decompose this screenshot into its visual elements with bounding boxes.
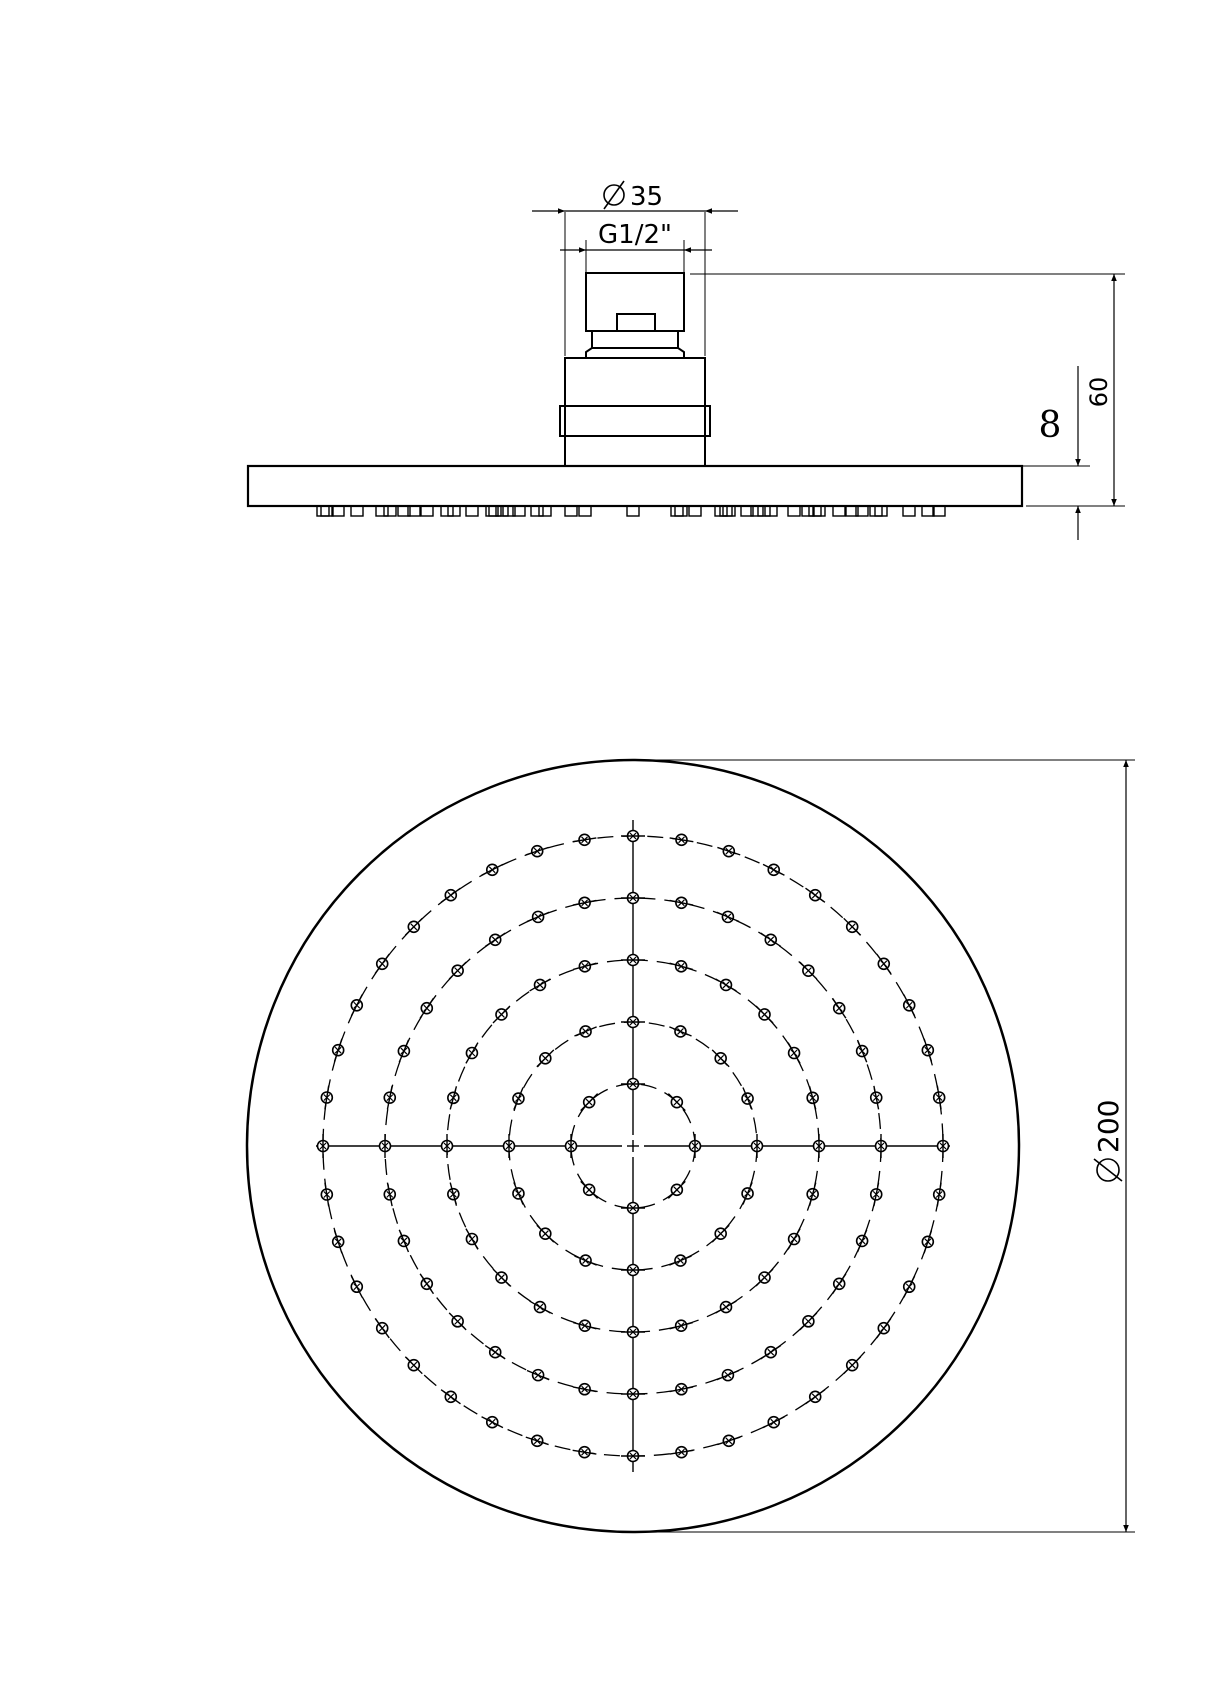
side-nozzle xyxy=(441,506,453,516)
side-nozzle xyxy=(671,506,683,516)
nozzle-mark xyxy=(717,846,740,857)
nozzle-mark xyxy=(485,1346,505,1359)
nozzle-mark xyxy=(466,1229,478,1250)
connector-neck xyxy=(586,331,684,358)
nozzle-mark xyxy=(398,1230,409,1252)
side-nozzle xyxy=(466,506,478,516)
nozzle-mark xyxy=(441,1390,460,1404)
nozzle-mark xyxy=(573,1320,596,1331)
side-nozzle xyxy=(813,506,825,516)
nozzle-mark xyxy=(806,888,825,902)
nozzle-mark xyxy=(526,1435,549,1446)
nozzle-mark xyxy=(449,1313,466,1330)
nozzle-mark xyxy=(405,1357,422,1374)
connector-collar xyxy=(560,406,710,436)
nozzle-mark xyxy=(441,888,460,902)
nozzle-mark xyxy=(384,1183,395,1207)
nozzle-mark xyxy=(375,1319,389,1338)
nozzle-mark xyxy=(333,1230,344,1253)
side-nozzle xyxy=(448,506,460,516)
nozzle-mark xyxy=(800,962,817,979)
nozzle-mark xyxy=(742,1087,753,1109)
side-nozzle xyxy=(689,506,701,516)
nozzle-mark xyxy=(513,1087,524,1109)
side-nozzle xyxy=(788,506,800,516)
nozzle-mark xyxy=(405,918,422,935)
side-nozzle xyxy=(675,506,687,516)
nozzle-mark xyxy=(934,1086,945,1110)
nozzle-mark xyxy=(800,1313,817,1330)
nozzle-mark xyxy=(668,1094,685,1111)
nozzle-mark xyxy=(351,995,362,1016)
nozzle-mark xyxy=(807,1086,818,1109)
nozzle-mark xyxy=(573,961,596,972)
nozzle-mark xyxy=(573,834,597,845)
nozzle-mark xyxy=(712,1225,729,1242)
nozzle-mark xyxy=(871,1086,882,1110)
nozzle-mark xyxy=(573,897,597,908)
nozzle-mark xyxy=(333,1039,344,1062)
nozzle-mark xyxy=(448,1183,459,1206)
nozzle-mark xyxy=(537,1225,554,1242)
side-nozzle xyxy=(579,506,591,516)
nozzle-mark xyxy=(621,893,645,904)
nozzle-mark xyxy=(716,1301,737,1313)
nozzle-mark xyxy=(493,1006,510,1023)
nozzle-mark xyxy=(717,911,739,922)
nozzle-mark xyxy=(752,1134,763,1158)
dim-diameter-200 xyxy=(1092,1100,1125,1181)
nozzle-mark xyxy=(621,1265,645,1276)
nozzle-mark xyxy=(573,1447,597,1458)
dim-35-label: 35 xyxy=(630,182,664,212)
nozzle-mark xyxy=(844,1357,861,1374)
nozzle-mark xyxy=(526,846,549,857)
side-nozzle xyxy=(933,506,945,516)
nozzle-mark xyxy=(670,1384,694,1395)
nozzle-mark xyxy=(375,954,389,973)
nozzle-mark xyxy=(530,979,551,991)
nozzle-mark xyxy=(788,1043,800,1064)
nozzle-mark xyxy=(581,1181,598,1198)
nozzle-mark xyxy=(621,1451,645,1462)
nozzle-mark xyxy=(574,1255,596,1266)
side-nozzle xyxy=(565,506,577,516)
connector-nut xyxy=(586,273,684,331)
side-nozzle xyxy=(833,506,845,516)
nozzle-mark xyxy=(806,1390,825,1404)
nozzle-mark xyxy=(670,897,694,908)
nozzle-mark xyxy=(844,918,861,935)
nozzle-mark xyxy=(763,1417,784,1428)
dim-60-label: 60 xyxy=(1085,376,1113,408)
nozzle-mark xyxy=(934,1183,945,1207)
plate-nozzles xyxy=(317,506,945,516)
nozzle-mark xyxy=(871,1183,882,1207)
nozzle-mark xyxy=(420,1274,433,1294)
side-nozzle xyxy=(489,506,501,516)
nozzle-mark xyxy=(669,1026,691,1037)
nozzle-mark xyxy=(482,1417,503,1428)
nozzle-mark xyxy=(527,1370,549,1381)
nozzle-mark xyxy=(449,962,466,979)
nozzle-mark xyxy=(833,1274,846,1294)
nozzle-mark xyxy=(621,1327,645,1338)
nozzle-mark xyxy=(493,1269,510,1286)
side-nozzle xyxy=(903,506,915,516)
nozzle-mark xyxy=(922,1039,933,1062)
nozzle-mark xyxy=(716,979,737,991)
dim-8-label: 8 xyxy=(1038,405,1062,446)
side-view xyxy=(248,181,1125,540)
side-nozzle xyxy=(870,506,882,516)
side-nozzle xyxy=(802,506,814,516)
nozzle-mark xyxy=(690,1134,701,1158)
nozzle-mark xyxy=(742,1182,753,1204)
nozzle-mark xyxy=(566,1134,577,1158)
nozzle-mark xyxy=(621,1017,645,1028)
dim-diameter-35 xyxy=(604,181,663,212)
side-nozzle xyxy=(384,506,396,516)
nozzle-mark xyxy=(530,1301,551,1313)
side-nozzle xyxy=(351,506,363,516)
side-nozzle xyxy=(809,506,821,516)
nozzle-mark xyxy=(668,1181,685,1198)
nozzle-mark xyxy=(581,1094,598,1111)
side-nozzle xyxy=(421,506,433,516)
nozzle-mark xyxy=(756,1269,773,1286)
nozzle-mark xyxy=(448,1086,459,1109)
nozzle-mark xyxy=(857,1230,868,1252)
side-nozzle xyxy=(627,506,639,516)
side-nozzle xyxy=(723,506,735,516)
nozzle-mark xyxy=(318,1134,329,1158)
side-nozzle xyxy=(875,506,887,516)
nozzle-mark xyxy=(904,995,915,1016)
side-nozzle xyxy=(758,506,770,516)
nozzle-mark xyxy=(537,1050,554,1067)
nozzle-mark xyxy=(904,1276,915,1297)
nozzle-mark xyxy=(380,1134,391,1158)
nozzle-mark xyxy=(876,1134,887,1158)
side-nozzle xyxy=(317,506,329,516)
nozzle-mark xyxy=(712,1050,729,1067)
side-nozzle xyxy=(332,506,344,516)
side-nozzle xyxy=(321,506,333,516)
nozzle-mark xyxy=(621,1079,645,1090)
nozzle-mark xyxy=(513,1182,524,1204)
shower-plate xyxy=(248,466,1022,506)
nozzle-mark xyxy=(442,1134,453,1158)
nozzle-mark xyxy=(938,1134,949,1158)
dim-200-label: 200 xyxy=(1092,1099,1125,1153)
nozzle-mark xyxy=(761,1346,781,1359)
nozzle-mark xyxy=(807,1183,818,1206)
nozzle-mark xyxy=(621,1389,645,1400)
side-nozzle xyxy=(715,506,727,516)
nozzle-mark xyxy=(833,998,846,1018)
side-nozzle xyxy=(539,506,551,516)
nozzle-mark xyxy=(351,1276,362,1297)
side-nozzle xyxy=(531,506,543,516)
nozzle-mark xyxy=(485,933,505,946)
side-nozzle xyxy=(922,506,934,516)
nozzle-mark xyxy=(922,1230,933,1253)
nozzle-mark xyxy=(877,954,891,973)
nozzle-mark xyxy=(717,1370,739,1381)
nozzle-mark xyxy=(384,1086,395,1110)
nozzle-mark xyxy=(763,864,784,875)
nozzle-mark xyxy=(321,1183,332,1207)
side-nozzle xyxy=(765,506,777,516)
nozzle-mark xyxy=(814,1134,825,1158)
nozzle-mark xyxy=(670,961,693,972)
side-nozzle xyxy=(720,506,732,516)
nozzle-mark xyxy=(420,998,433,1018)
nozzle-mark xyxy=(321,1086,332,1110)
nozzle-mark xyxy=(527,911,549,922)
nozzle-mark xyxy=(669,1255,691,1266)
nozzle-mark xyxy=(621,1203,645,1214)
nozzle-mark xyxy=(670,834,694,845)
side-nozzle xyxy=(376,506,388,516)
connector-slot xyxy=(617,314,655,331)
nozzle-mark xyxy=(504,1134,515,1158)
nozzle-mark xyxy=(573,1384,597,1395)
connector-body xyxy=(565,358,705,466)
nozzle-mark xyxy=(574,1026,596,1037)
dim-thread-label: G1/2" xyxy=(598,220,672,250)
nozzle-mark xyxy=(761,933,781,946)
nozzle-mark xyxy=(621,955,645,966)
nozzle-mark xyxy=(717,1435,740,1446)
nozzle-mark xyxy=(398,1040,409,1062)
nozzle-mark xyxy=(621,831,645,842)
nozzle-mark xyxy=(670,1320,693,1331)
nozzle-mark xyxy=(857,1040,868,1062)
nozzle-mark xyxy=(788,1229,800,1250)
nozzle-mark xyxy=(877,1319,891,1338)
nozzle-mark xyxy=(482,864,503,875)
nozzle-mark xyxy=(670,1447,694,1458)
top-view xyxy=(247,760,1135,1532)
nozzle-mark xyxy=(466,1043,478,1064)
nozzle-mark xyxy=(756,1006,773,1023)
